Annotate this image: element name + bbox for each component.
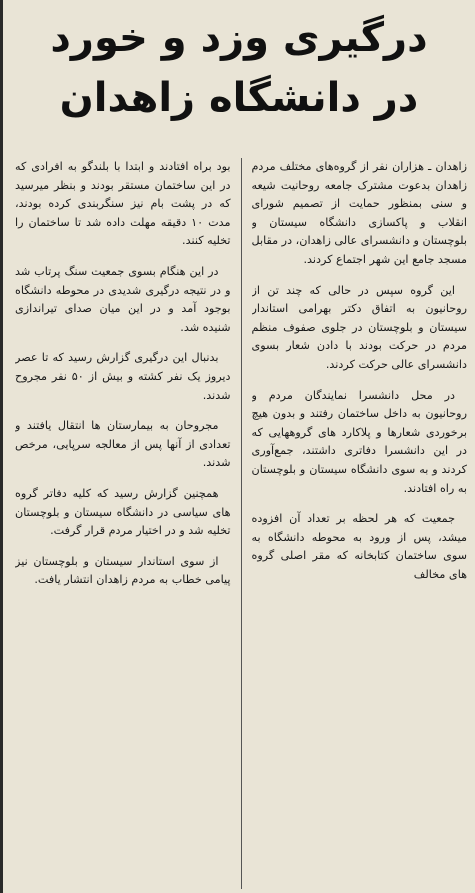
paragraph: بود براه افتادند و ابتدا با بلندگو به افرادی که در این ساختمان مستقر بودند و بنظر میرسید که در پشت بام نیز سنگربندی کرده بودند، مدت ۱۰ دقیقه مهلت داده شد تا ساختمان را تخلیه کنند.: [15, 160, 231, 248]
paragraph: در این هنگام بسوی جمعیت سنگ پرتاب شد و در نتیجه درگیری شدیدی در محوطه دانشگاه بوجود آمد و در این میان صدای تیراندازی شنیده شد.: [15, 264, 231, 334]
column-divider: [241, 158, 242, 889]
paragraph: همچنین گزارش رسید که کلیه دفاتر گروه های سیاسی در دانشگاه سیستان و بلوچستان تخلیه شد و در اختیار مردم قرار گرفت.: [15, 486, 231, 538]
paragraph: در محل دانشسرا نمایندگان مردم و روحانیون به داخل ساختمان رفتند و بدون هیچ برخوردی شعارها و پلاکارد های گروههایی که در این دانشسرا دفاتری داشتند، جمع‌آوری کردند و به سوی دانشگاه سیستان و بلوچستان به راه افتادند.: [251, 388, 467, 495]
paragraph: زاهدان ـ هزاران نفر از گروه‌های مختلف مردم زاهدان بدعوت مشترک جامعه روحانیت شیعه و سنی بمنظور حمایت از تصمیم شورای انقلاب و پاکسازی دانشگاه سیستان و بلوچستان و دانشسرای عالی زاهدان، در مقابل مسجد جامع این شهر اجتماع کردند.: [251, 160, 467, 266]
paragraph: این گروه سپس در حالی که چند تن از روحانیون به اتفاق دکتر بهرامی استاندار سیستان و بلوچستان در جلوی صفوف منظم مردم در حرکت بودند با دادن شعار بسوی دانشسرای عالی حرکت کردند.: [251, 283, 467, 371]
article-body: [15, 158, 467, 889]
headline-line-2: در دانشگاه زاهدان: [59, 75, 419, 121]
paragraph: جمعیت که هر لحظه بر تعداد آن افزوده میشد، پس از ورود به محوطه دانشگاه به سوی ساختمان کتابخانه که مقر اصلی گروه های مخالف: [251, 512, 467, 581]
headline: [13, 8, 465, 128]
headline-line-1: درگیری وزد و خورد: [50, 15, 428, 61]
paragraph: مجروحان به بیمارستان ها انتقال یافتند و تعدادی از آنها پس از معالجه سرپایی، مرخص شدند.: [15, 419, 231, 470]
right-column: [252, 158, 468, 889]
paragraph: از سوی استاندار سیستان و بلوچستان نیز پیامی خطاب به مردم زاهدان انتشار یافت.: [15, 554, 231, 587]
paragraph: بدنبال این درگیری گزارش رسید که تا عصر دیروز یک نفر کشته و بیش از ۵۰ نفر مجروح شدند.: [15, 351, 231, 402]
left-column: [15, 158, 231, 889]
